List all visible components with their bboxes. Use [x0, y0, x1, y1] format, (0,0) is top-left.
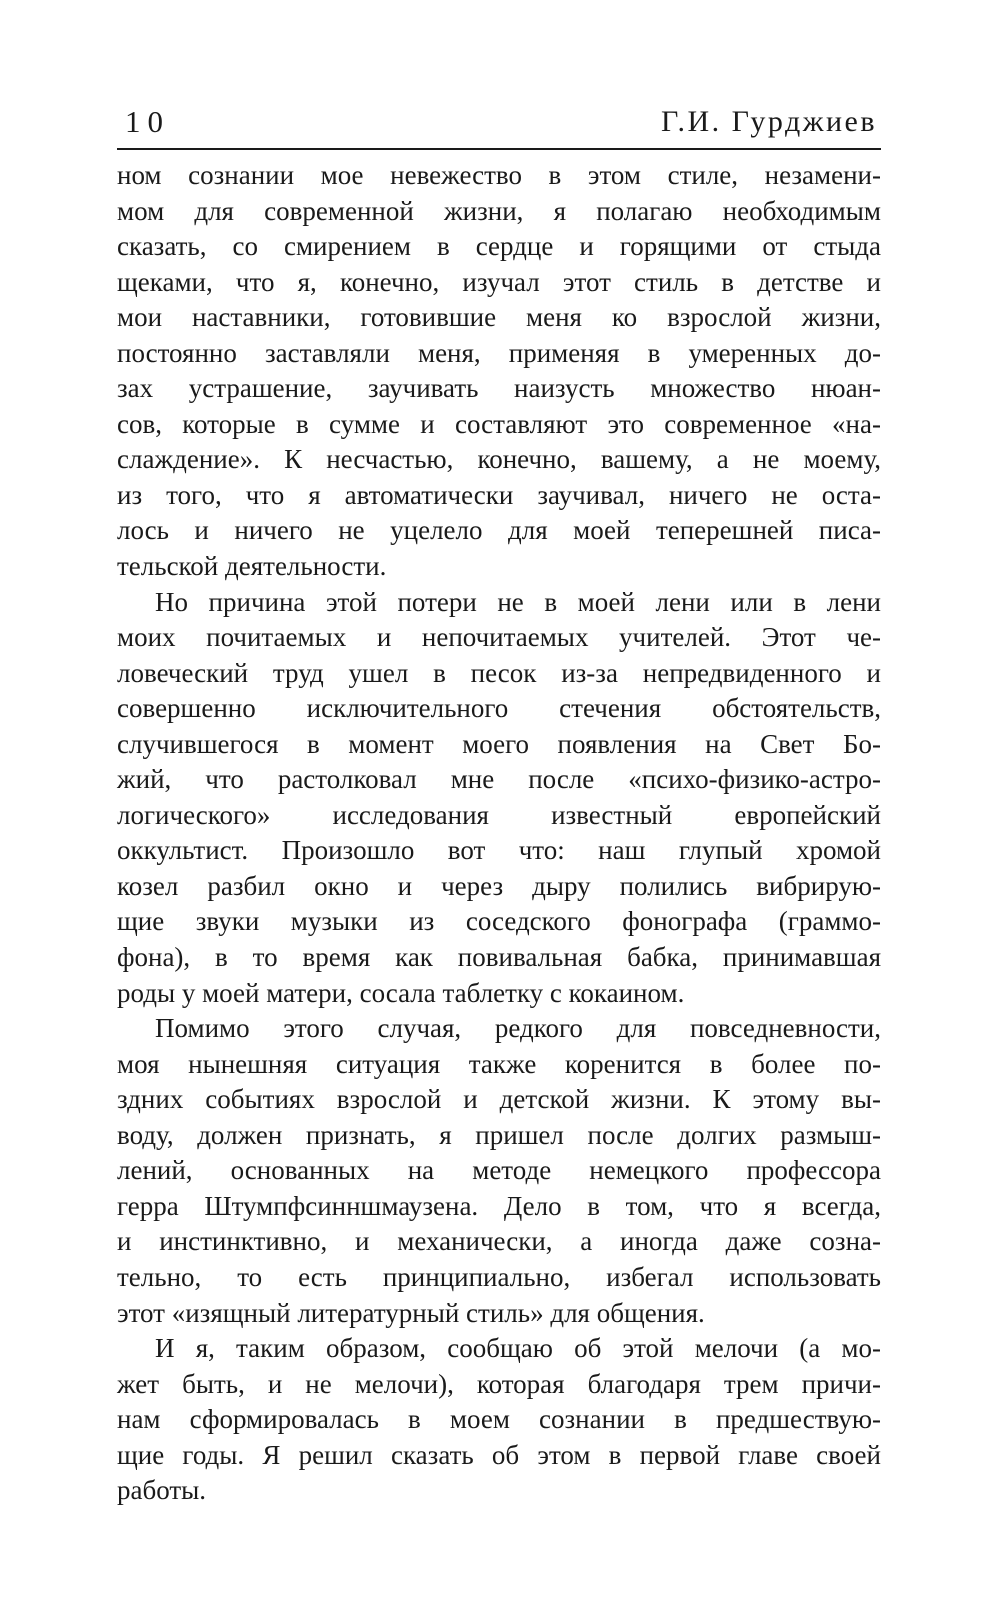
text-line: мом для современной жизни, я полагаю необходимым — [117, 195, 881, 226]
text-line: логического» исследования известный европейский — [117, 799, 881, 830]
text-line: слаждение». К несчастью, конечно, вашему, а не моему, — [117, 444, 881, 475]
text-line: щеками, что я, конечно, изучал этот стиль в детстве и — [117, 266, 881, 297]
paragraph — [117, 585, 881, 1012]
text-line: и инстинктивно, и механически, а иногда даже созна- — [117, 1226, 881, 1257]
text-line: мои наставники, готовившие меня ко взрослой жизни, — [117, 302, 881, 333]
text-line: зах устрашение, заучивать наизусть множество нюан- — [117, 373, 881, 404]
text-line: герра Штумпфсинншмаузена. Дело в том, что я всегда, — [117, 1190, 881, 1221]
text-line: воду, должен признать, я пришел после долгих размыш- — [117, 1119, 881, 1150]
text-line: тельно, то есть принципиально, избегал использовать — [117, 1261, 881, 1292]
running-head-author: Г.И. Гурджиев — [661, 105, 877, 138]
text-line: сказать, со смирением в сердце и горящими от стыда — [117, 231, 881, 262]
text-line: ном сознании мое невежество в этом стиле, незамени- — [117, 160, 881, 190]
text-line: лений, основанных на методе немецкого профессора — [117, 1155, 881, 1186]
text-line: постоянно заставляли меня, применяя в умеренных до- — [117, 337, 881, 368]
text-line: оккультист. Произошло вот что: наш глупый хромой — [117, 835, 881, 866]
text-line: сов, которые в сумме и составляют это современное «на- — [117, 408, 881, 439]
text-line: здних событиях взрослой и детской жизни. К этому вы- — [117, 1084, 881, 1115]
body-text — [117, 158, 881, 1509]
text-line: тельской деятельности. — [117, 551, 387, 582]
text-line: этот «изящный литературный стиль» для общения. — [117, 1297, 705, 1328]
paragraph — [117, 1011, 881, 1331]
text-line: Но причина этой потери не в моей лени или в лени — [155, 586, 881, 617]
text-line: фона), в то время как повивальная бабка, принимавшая — [117, 942, 881, 973]
text-line: щие годы. Я решил сказать об этом в первой главе своей — [117, 1439, 881, 1470]
text-line: жий, что растолковал мне после «психо-физико-астро- — [117, 764, 881, 795]
text-line: совершенно исключительного стечения обстоятельств, — [117, 693, 881, 724]
text-line: моя нынешняя ситуация также коренится в более по- — [117, 1048, 881, 1079]
text-line: моих почитаемых и непочитаемых учителей. Этот че- — [117, 622, 881, 653]
running-header — [117, 98, 881, 150]
text-line: жет быть, и не мелочи), которая благодаря трем причи- — [117, 1368, 881, 1399]
text-line: работы. — [117, 1475, 207, 1506]
text-line: случившегося в момент моего появления на Свет Бо- — [117, 728, 881, 759]
text-line: нам сформировалась в моем сознании в предшествую- — [117, 1404, 881, 1435]
text-line: из того, что я автоматически заучивал, ничего не оста- — [117, 479, 881, 510]
text-line: И я, таким образом, сообщаю об этой мелочи (а мо- — [155, 1333, 881, 1364]
text-line: лось и ничего не уцелело для моей теперешней писа- — [117, 515, 881, 546]
page-number: 10 — [125, 104, 170, 139]
paragraph — [117, 1331, 881, 1509]
text-line: роды у моей матери, сосала таблетку с кокаином. — [117, 977, 685, 1008]
text-line: щие звуки музыки из соседского фонографа (граммо- — [117, 906, 881, 937]
paragraph — [117, 158, 881, 585]
text-line: ловеческий труд ушел в песок из-за непредвиденного и — [117, 657, 881, 688]
text-line: Помимо этого случая, редкого для повседневности, — [155, 1013, 881, 1044]
text-line: козел разбил окно и через дыру полились вибрирую- — [117, 870, 881, 901]
